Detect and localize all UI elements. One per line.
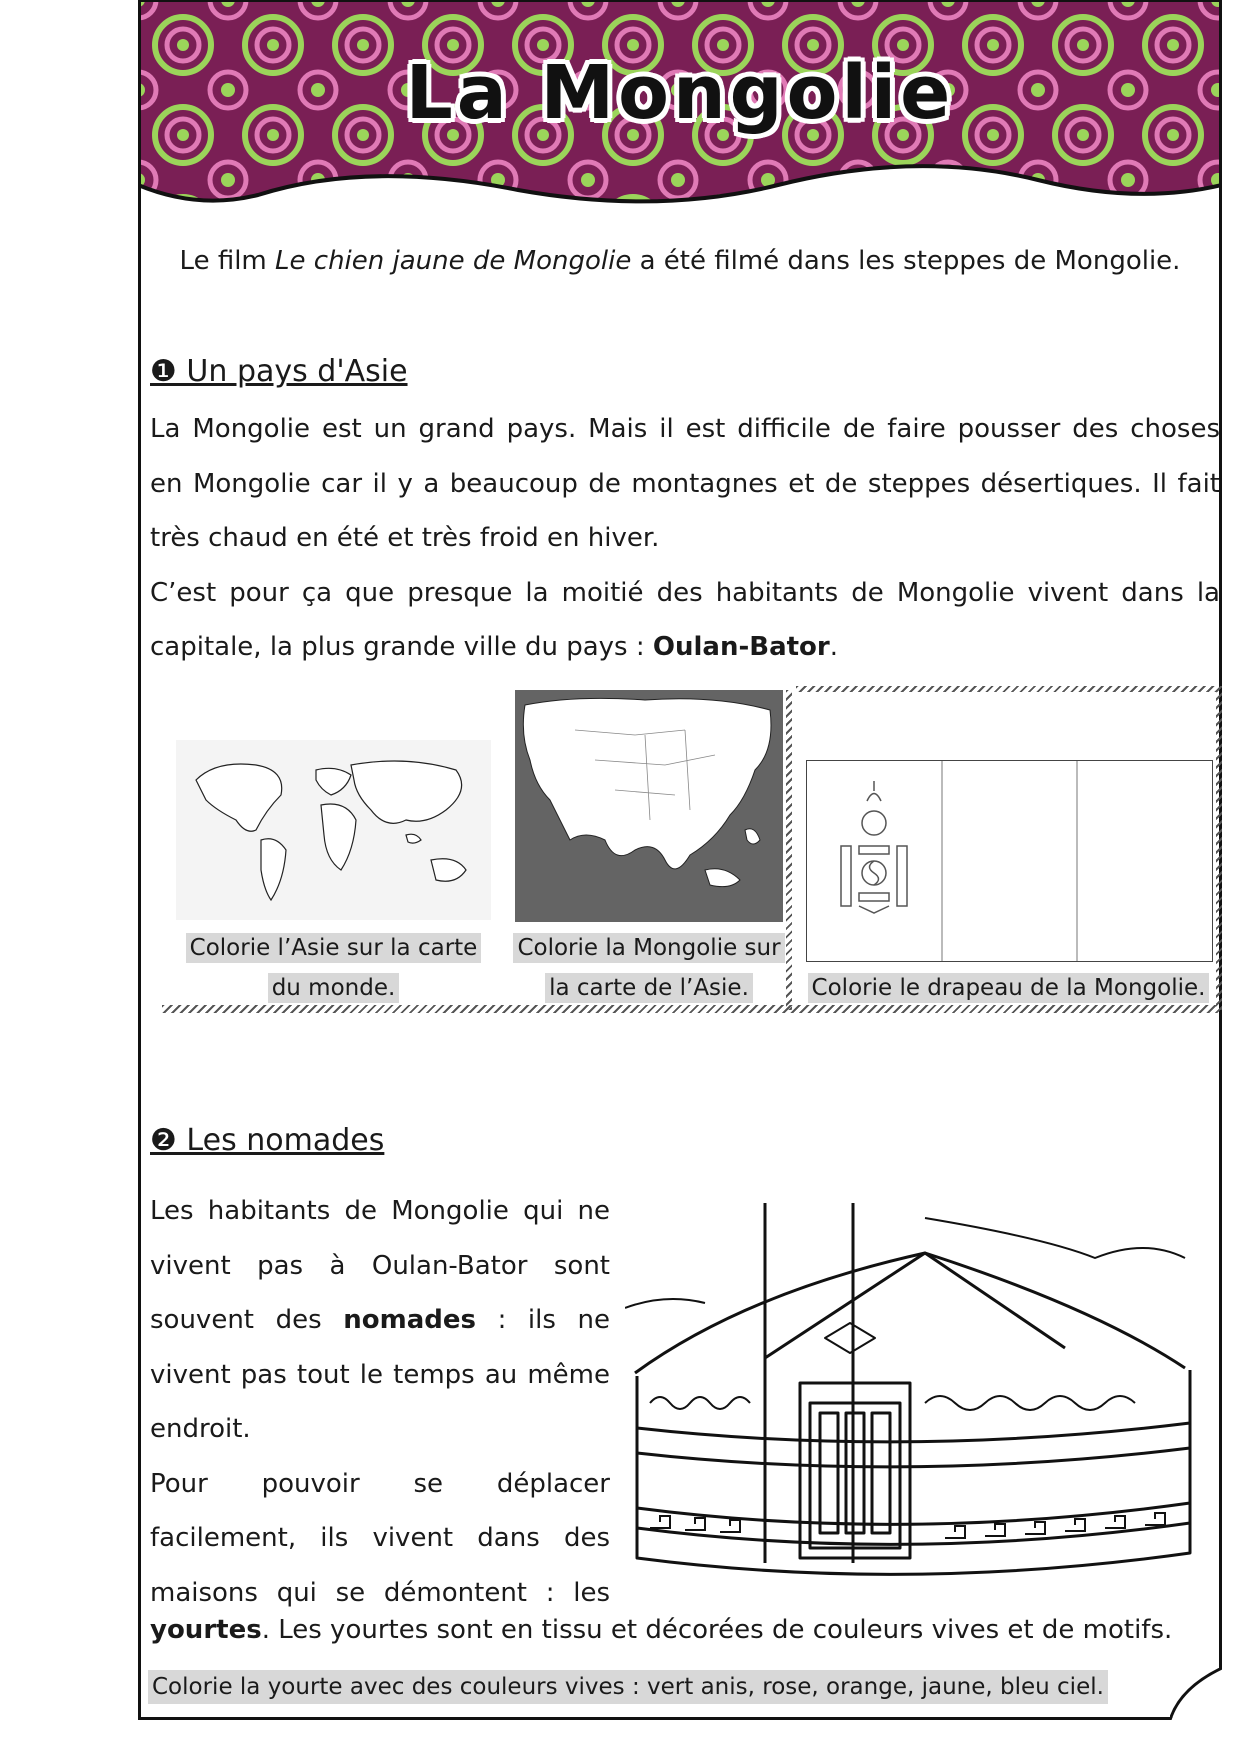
world-map-image[interactable]: [176, 740, 491, 920]
activity-divider-top: [796, 686, 1222, 692]
section1-paragraph: La Mongolie est un grand pays. Mais il est difficile de faire pousser des choses en Mongolie car il y a beaucoup de montagnes et de steppes désertiques. Il fait très chaud en été et très froid en hiver. C’est pour ça que presque la moitié des habitants de Mongolie vivent dans la capitale, la plus grande ville du pays : Oulan-Bator.: [150, 414, 1220, 662]
world-map-caption: Colorie l’Asie sur la carte du monde.: [176, 928, 491, 1008]
capital-name: Oulan-Bator: [652, 632, 830, 662]
asia-map-caption: Colorie la Mongolie sur la carte de l’Asie.: [508, 928, 790, 1008]
asia-map-image[interactable]: [515, 690, 783, 922]
yurt-coloring-instruction: Colorie la yourte avec des couleurs vives : vert anis, rose, orange, jaune, bleu ciel.: [148, 1670, 1108, 1704]
page-fold-icon: [1170, 1668, 1222, 1720]
section-heading-nomads: ❷ Les nomades: [150, 1123, 385, 1158]
soyombo-symbol-icon: [841, 781, 907, 913]
activity-divider-vertical-right: [1216, 690, 1222, 1010]
flag-caption: Colorie le drapeau de la Mongolie.: [806, 968, 1211, 1008]
activity-divider-vertical: [786, 690, 792, 1010]
section2-paragraph: Les habitants de Mongolie qui ne vivent pas à Oulan-Bator sont souvent des nomades : ils ne vivent pas tout le temps au même endroit. Pour pouvoir se déplacer facilement, ils vivent dans des maisons qui se démontent : les: [150, 1196, 610, 1608]
activity-divider: [162, 1005, 1222, 1013]
film-title: Le chien jaune de Mongolie: [275, 246, 632, 276]
yurts-term: yourtes: [150, 1615, 262, 1645]
mongolia-flag-outline[interactable]: [806, 760, 1213, 962]
yurt-coloring-image[interactable]: [625, 1198, 1215, 1598]
nomads-term: nomades: [343, 1305, 476, 1335]
intro-text: Le film Le chien jaune de Mongolie a été filmé dans les steppes de Mongolie.: [179, 246, 1181, 276]
section-heading-asia: ❶ Un pays d'Asie: [150, 354, 408, 389]
page-title: La Mongolie: [405, 50, 955, 136]
yurt-description: yourtes. Les yourtes sont en tissu et décorées de couleurs vives et de motifs.: [150, 1615, 1173, 1645]
